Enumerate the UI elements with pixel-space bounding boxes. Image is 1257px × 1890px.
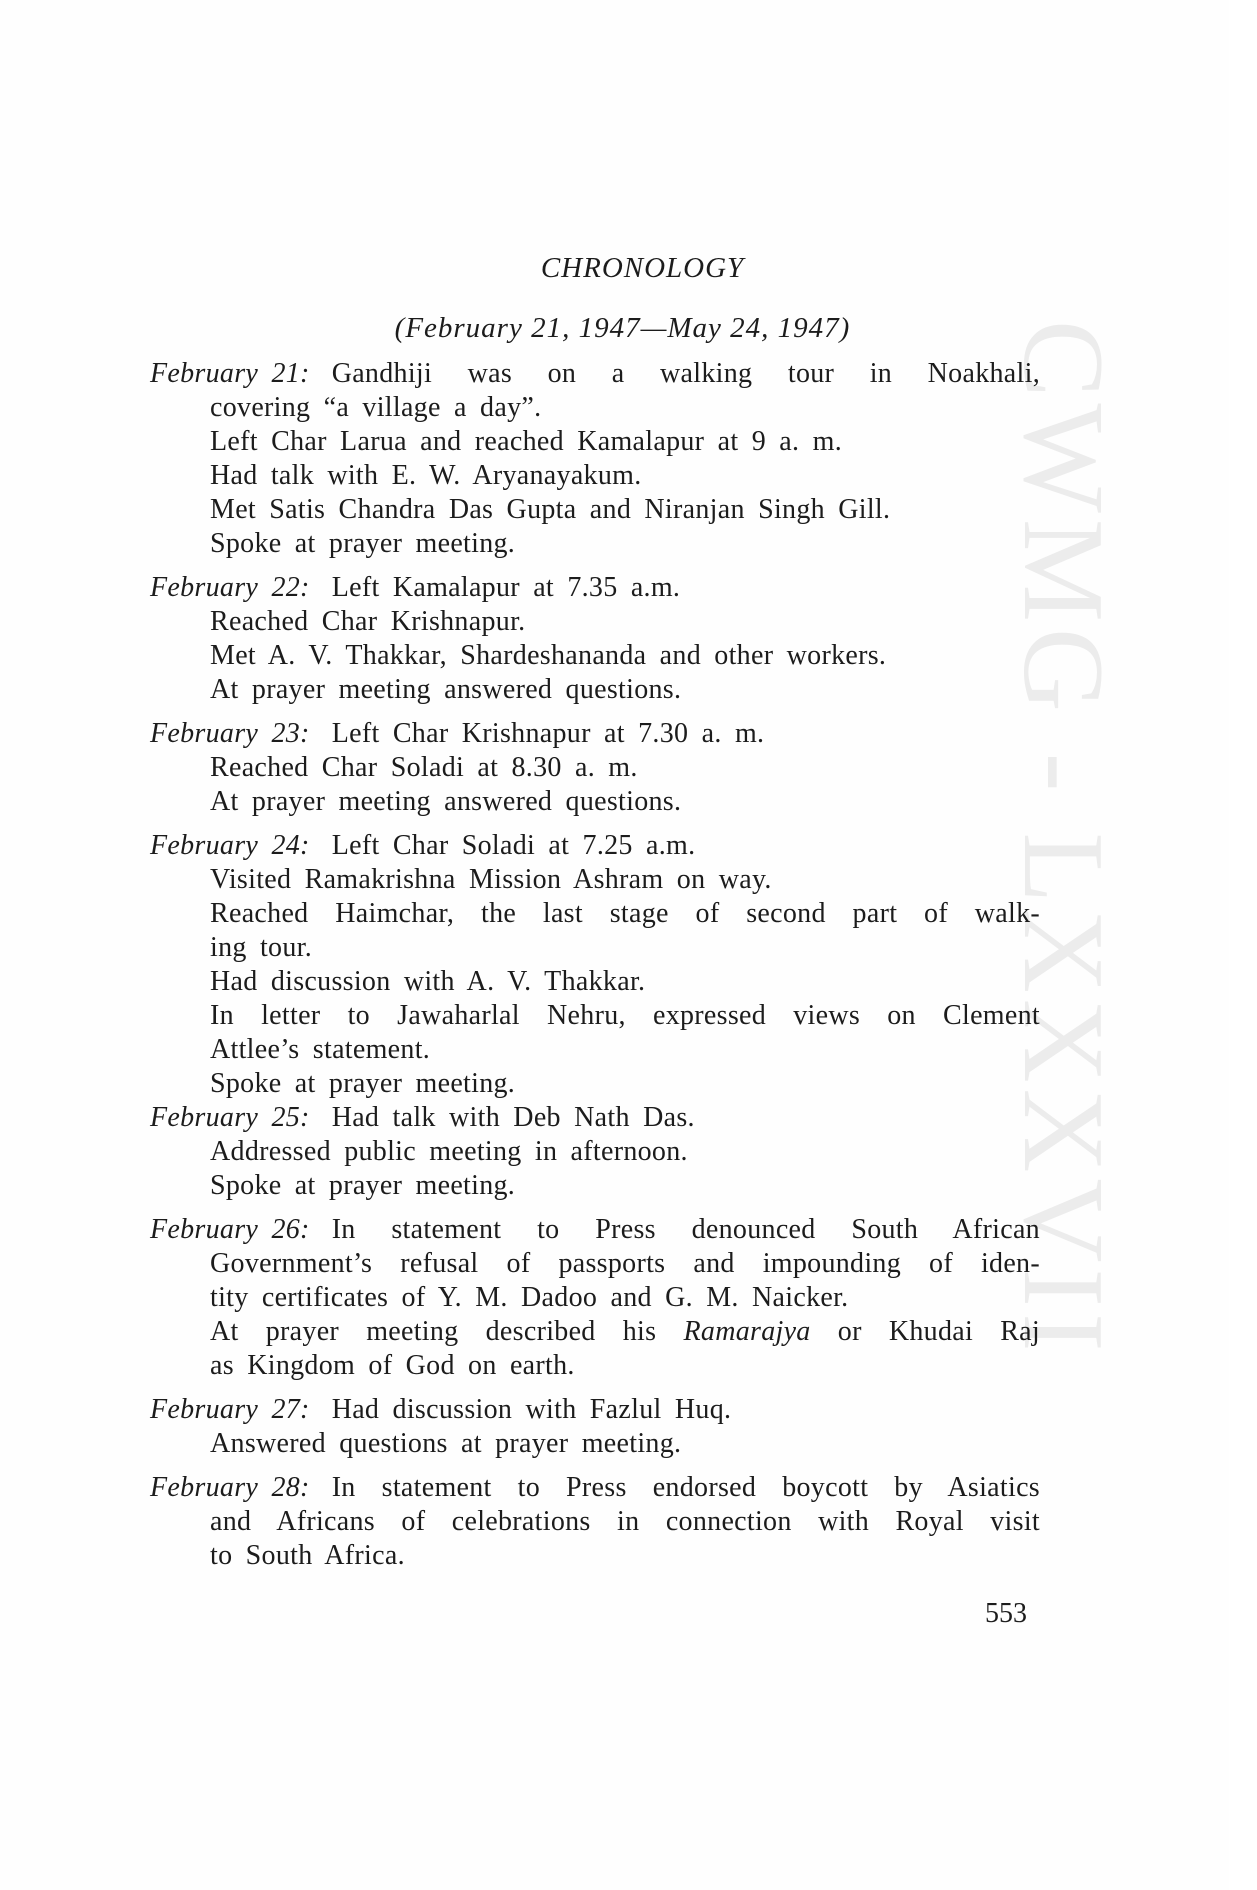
entry-text: Gandhiji was on a walking tour in Noakhali, <box>331 358 1040 389</box>
entry-text: Had talk with Deb Nath Das. <box>331 1102 695 1133</box>
entry-line: Met Satis Chandra Das Gupta and Niranjan Singh Gill. <box>210 494 891 525</box>
entry-text: Left Char Krishnapur at 7.30 a. m. <box>331 718 765 749</box>
entry-date: February 26: <box>150 1214 310 1245</box>
entry-date: February 22: <box>150 572 310 603</box>
entry-line: covering “a village a day”. <box>210 392 542 423</box>
entry-text: Left Char Soladi at 7.25 a.m. <box>331 830 696 861</box>
entry-line: Reached Char Soladi at 8.30 a. m. <box>210 752 638 783</box>
entry-line: Met A. V. Thakkar, Shardeshananda and other workers. <box>210 640 887 671</box>
chronology-entry <box>150 1393 1040 1461</box>
entry-date: February 24: <box>150 830 310 861</box>
entry-line: Spoke at prayer meeting. <box>210 1170 516 1201</box>
page-number: 553 <box>985 1598 1027 1629</box>
entry-first-line <box>150 717 1040 751</box>
entry-line: Had talk with E. W. Aryanayakum. <box>210 460 642 491</box>
chronology-entry <box>150 571 1040 707</box>
entry-text: or Khudai Raj <box>810 1316 1040 1347</box>
chronology-entry <box>150 1213 1040 1383</box>
entry-line: At prayer meeting answered questions. <box>210 674 682 705</box>
entry-first-line <box>150 357 1040 391</box>
chronology-entry <box>150 1471 1040 1573</box>
entry-date: February 28: <box>150 1472 310 1503</box>
chronology-entry <box>150 717 1040 819</box>
entry-first-line <box>150 1213 1040 1247</box>
entry-text: In statement to Press denounced South African <box>331 1214 1040 1245</box>
chronology-entry <box>150 1101 1040 1203</box>
entry-line: At prayer meeting answered questions. <box>210 786 682 817</box>
page-title: CHRONOLOGY <box>540 252 745 284</box>
entry-line: Reached Haimchar, the last stage of second part of walk- <box>210 898 1040 929</box>
entry-line: Government’s refusal of passports and impounding of iden- <box>210 1248 1040 1279</box>
emphasized-term: Ramarajya <box>683 1316 811 1347</box>
entry-text: Left Kamalapur at 7.35 a.m. <box>331 572 681 603</box>
entry-date: February 27: <box>150 1394 310 1425</box>
entry-date: February 23: <box>150 718 310 749</box>
entry-line: In letter to Jawaharlal Nehru, expressed views on Clement <box>210 1000 1040 1031</box>
chronology-entry <box>150 829 1040 1101</box>
entry-first-line <box>150 1393 1040 1427</box>
date-range: (February 21, 1947—May 24, 1947) <box>394 312 851 344</box>
entry-line: to South Africa. <box>210 1540 405 1571</box>
entry-line: Addressed public meeting in afternoon. <box>210 1136 688 1167</box>
entry-line: Left Char Larua and reached Kamalapur at 9 a. m. <box>210 426 843 457</box>
chronology-list <box>150 357 1040 1573</box>
entry-line: and Africans of celebrations in connection with Royal visit <box>210 1506 1040 1537</box>
entry-first-line <box>150 571 1040 605</box>
entry-text: In statement to Press endorsed boycott by Asiatics <box>331 1472 1040 1503</box>
entry-first-line <box>150 1101 1040 1135</box>
entry-line: Spoke at prayer meeting. <box>210 1068 516 1099</box>
entry-line: Reached Char Krishnapur. <box>210 606 526 637</box>
entry-line: tity certificates of Y. M. Dadoo and G. M. Naicker. <box>210 1282 849 1313</box>
entry-text: At prayer meeting described his <box>210 1316 684 1347</box>
entry-date: February 21: <box>150 358 310 389</box>
entry-line: Spoke at prayer meeting. <box>210 528 516 559</box>
entry-line <box>150 1315 1040 1349</box>
entry-text: Had discussion with Fazlul Huq. <box>331 1394 732 1425</box>
entry-line: Had discussion with A. V. Thakkar. <box>210 966 646 997</box>
entry-line: as Kingdom of God on earth. <box>210 1350 575 1381</box>
entry-line: Attlee’s statement. <box>210 1034 431 1065</box>
entry-date: February 25: <box>150 1102 310 1133</box>
watermark-text: CWMG - LXXXVII <box>999 320 1127 1358</box>
entry-line: Answered questions at prayer meeting. <box>210 1428 682 1459</box>
entry-line: Visited Ramakrishna Mission Ashram on way. <box>210 864 772 895</box>
entry-first-line <box>150 1471 1040 1505</box>
entry-first-line <box>150 829 1040 863</box>
chronology-entry <box>150 357 1040 561</box>
entry-line: ing tour. <box>210 932 313 963</box>
